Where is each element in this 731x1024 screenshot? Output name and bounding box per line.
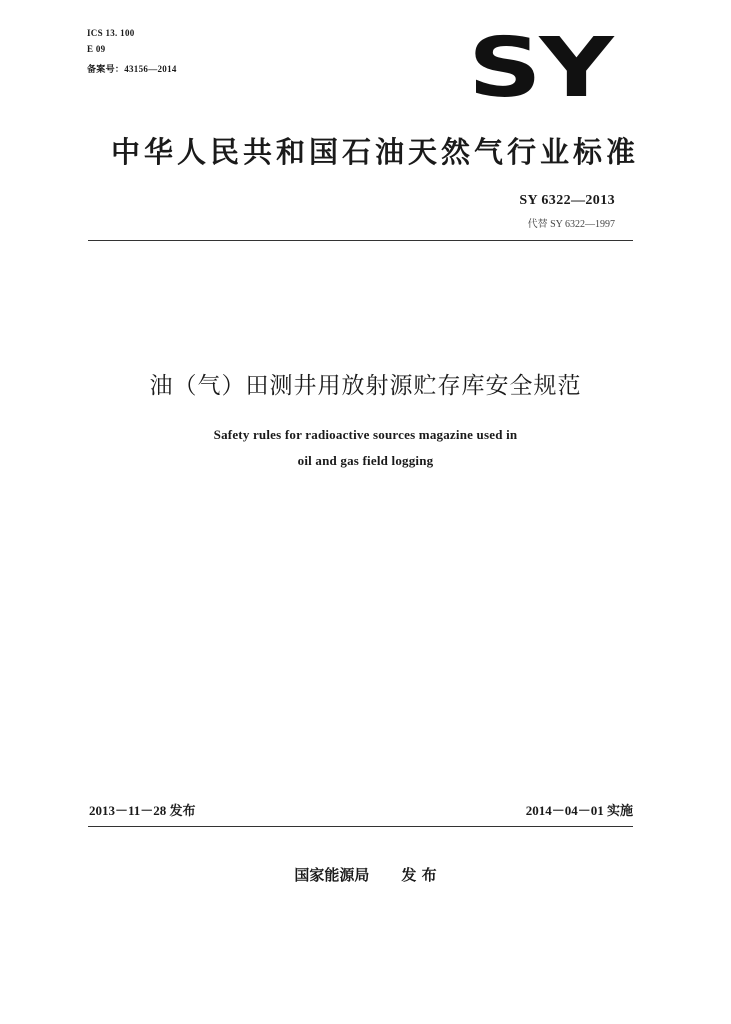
classification-code: E 09: [87, 44, 106, 54]
document-title-en-line1: Safety rules for radioactive sources magazine used in: [213, 427, 518, 442]
publisher-name: 国家能源局: [294, 866, 370, 884]
record-number: 备案号：43156—2014: [87, 64, 177, 74]
standard-number: SY 6322—2013: [519, 193, 615, 208]
standard-title: 中华人民共和国石油天然气行业标准: [111, 135, 640, 169]
sy-logo: SY: [468, 21, 612, 116]
issue-date: 2013－11－28 发布: [89, 803, 196, 818]
ics-code: ICS 13. 100: [87, 28, 135, 38]
bottom-divider: [88, 826, 633, 827]
document-title-en-line2: oil and gas field logging: [297, 453, 434, 468]
replaces-standard: 代替 SY 6322—1997: [527, 219, 615, 230]
top-divider: [88, 240, 633, 241]
publisher-line: [0, 864, 731, 885]
publish-action: 发 布: [401, 866, 437, 884]
document-title-zh: 油（气）田测井用放射源贮存库安全规范: [149, 373, 582, 399]
implementation-date: 2014－04－01 实施: [525, 803, 633, 818]
